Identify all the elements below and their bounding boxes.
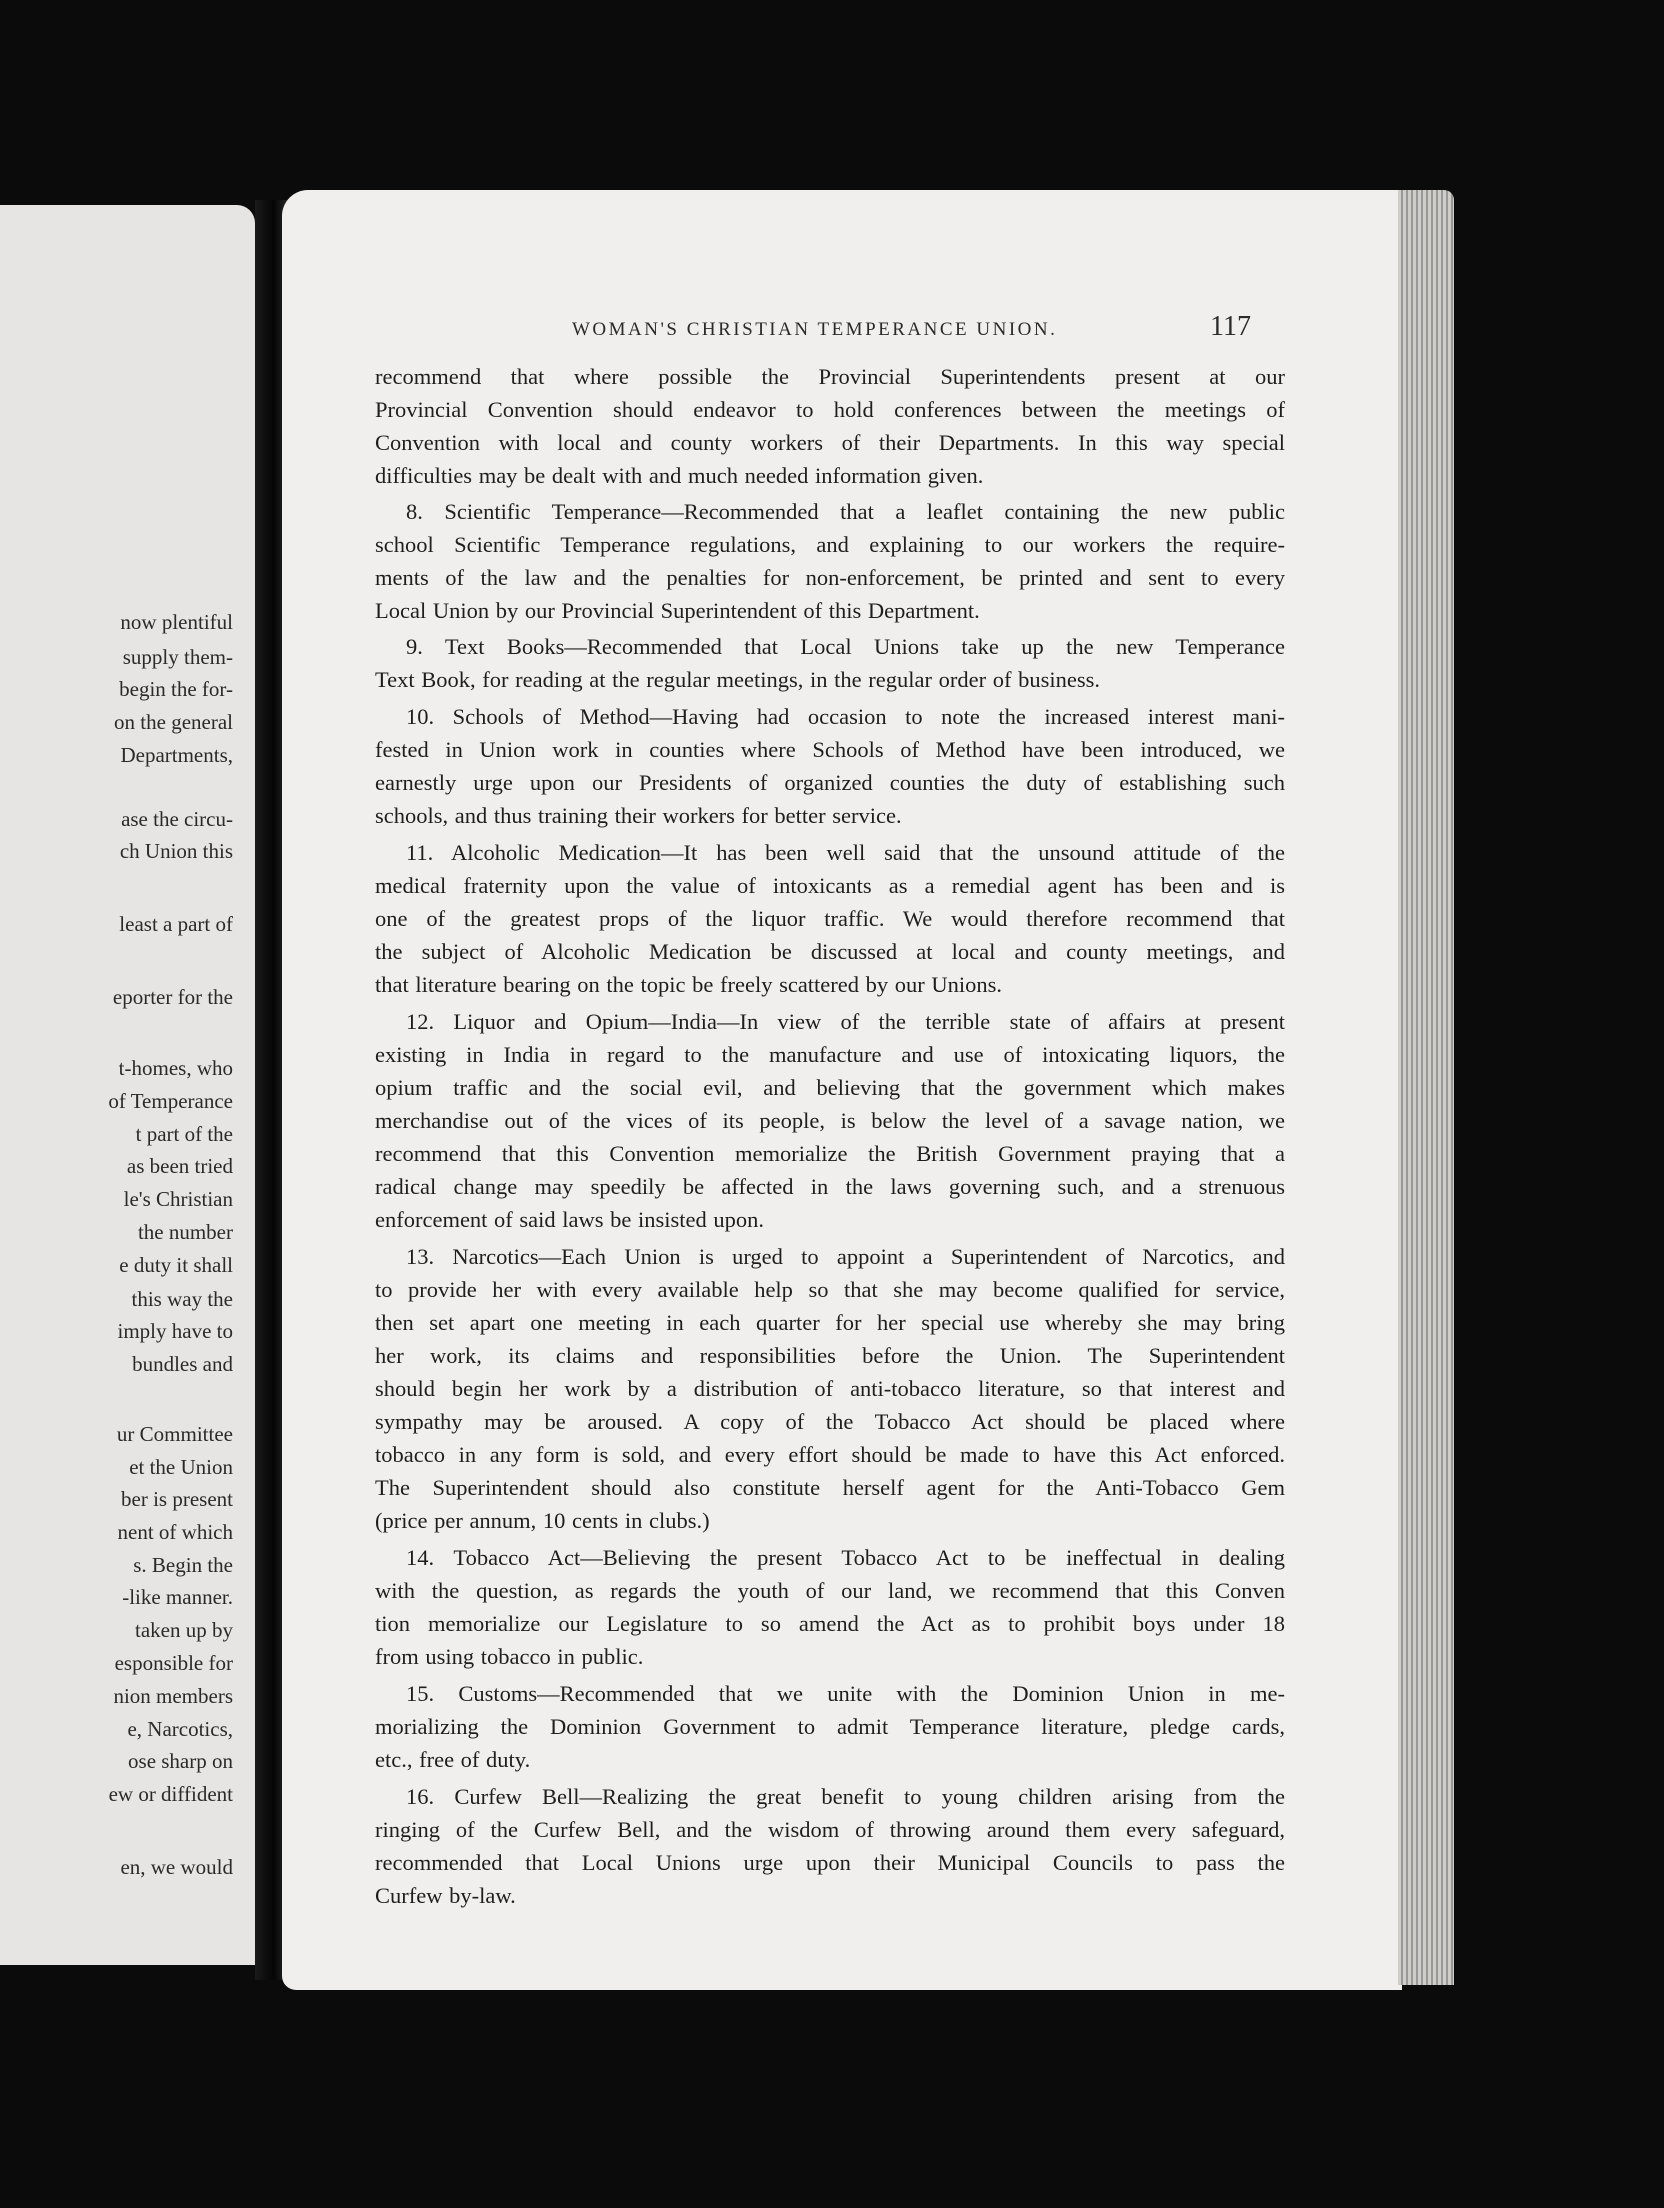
left-page-line: now plentiful	[120, 610, 233, 634]
text-line: existing in India in regard to the manufacture and use of intoxicating liquors, the	[375, 1042, 1285, 1067]
text-line: that literature bearing on the topic be freely scattered by our Unions.	[375, 972, 1003, 997]
text-line: earnestly urge upon our Presidents of organized counties the duty of establishing such	[375, 770, 1285, 795]
text-line: difficulties may be dealt with and much needed information given.	[375, 463, 984, 488]
text-line: Local Union by our Provincial Superintendent of this Department.	[375, 598, 980, 623]
text-line: one of the greatest props of the liquor traffic. We would therefore recommend that	[375, 906, 1285, 931]
page-117	[282, 190, 1402, 1990]
section-9-heading-line: 9. Text Books—Recommended that Local Unions take up the new Temperance	[406, 634, 1285, 659]
text-line: the subject of Alcoholic Medication be discussed at local and county meetings, and	[375, 939, 1285, 964]
left-page-line: least a part of	[119, 912, 233, 936]
text-line: etc., free of duty.	[375, 1747, 531, 1772]
text-line: tobacco in any form is sold, and every effort should be made to have this Act enforced.	[375, 1442, 1285, 1467]
left-page-line: et the Union	[129, 1455, 233, 1479]
left-page-line: imply have to	[117, 1319, 233, 1343]
left-page-line: on the general	[114, 710, 233, 734]
left-page-line: ber is present	[121, 1487, 233, 1511]
left-page-line: s. Begin the	[133, 1553, 233, 1577]
text-line: school Scientific Temperance regulations, and explaining to our workers the require-	[375, 532, 1285, 557]
left-page-line: e duty it shall	[119, 1253, 233, 1277]
text-line: merchandise out of the vices of its people, is below the level of a savage nation, we	[375, 1108, 1285, 1133]
text-line: The Superintendent should also constitute herself agent for the Anti-Tobacco Gem	[375, 1475, 1285, 1500]
section-13-heading-line: 13. Narcotics—Each Union is urged to appoint a Superintendent of Narcotics, and	[406, 1244, 1285, 1269]
left-page-line: ew or diffident	[108, 1782, 233, 1806]
section-15-heading-line: 15. Customs—Recommended that we unite with the Dominion Union in me-	[406, 1681, 1285, 1706]
section-16-heading-line: 16. Curfew Bell—Realizing the great benefit to young children arising from the	[406, 1784, 1285, 1809]
page-edges	[1398, 190, 1454, 1985]
text-line: opium traffic and the social evil, and believing that the government which makes	[375, 1075, 1285, 1100]
left-page-line: taken up by	[135, 1618, 233, 1642]
left-page-line: ch Union this	[119, 839, 233, 863]
left-page-line: as been tried	[126, 1154, 233, 1178]
text-line: tion memorialize our Legislature to so amend the Act as to prohibit boys under 18	[375, 1611, 1285, 1636]
text-line: (price per annum, 10 cents in clubs.)	[375, 1508, 710, 1533]
text-line: her work, its claims and responsibilities before the Union. The Superintendent	[375, 1343, 1285, 1368]
section-11-heading-line: 11. Alcoholic Medication—It has been well said that the unsound attitude of the	[406, 840, 1285, 865]
left-page-line: eporter for the	[112, 985, 233, 1009]
text-line: medical fraternity upon the value of intoxicants as a remedial agent has been and is	[375, 873, 1285, 898]
left-page-fragment	[0, 205, 255, 1965]
left-page-line: esponsible for	[114, 1651, 233, 1675]
text-line: Convention with local and county workers of their Departments. In this way special	[375, 430, 1285, 455]
left-page-line: -like manner.	[122, 1585, 233, 1609]
text-line: Text Book, for reading at the regular meetings, in the regular order of business.	[375, 667, 1100, 692]
text-line: fested in Union work in counties where Schools of Method have been introduced, we	[375, 737, 1285, 762]
text-line: Curfew by-law.	[375, 1883, 516, 1908]
text-line: radical change may speedily be affected in the laws governing such, and a strenuous	[375, 1174, 1285, 1199]
left-page-line: this way the	[131, 1287, 233, 1311]
left-page-line: ase the circu-	[121, 807, 233, 831]
text-line: recommended that Local Unions urge upon their Municipal Councils to pass the	[375, 1850, 1285, 1875]
section-12-heading-line: 12. Liquor and Opium—India—In view of the terrible state of affairs at present	[406, 1009, 1285, 1034]
left-page-line: le's Christian	[123, 1187, 233, 1211]
text-line: to provide her with every available help so that she may become qualified for service,	[375, 1277, 1285, 1302]
left-page-line: ose sharp on	[128, 1749, 233, 1773]
left-page-line: nion members	[113, 1684, 233, 1708]
text-line: from using tobacco in public.	[375, 1644, 644, 1669]
text-line: schools, and thus training their workers for better service.	[375, 803, 902, 828]
left-page-line: the number	[137, 1220, 233, 1244]
text-line: enforcement of said laws be insisted upon.	[375, 1207, 765, 1232]
left-page-line: t part of the	[135, 1122, 233, 1146]
left-page-line: supply them-	[122, 645, 233, 669]
page-number: 117	[1210, 311, 1251, 342]
running-head: WOMAN'S CHRISTIAN TEMPERANCE UNION.	[572, 319, 1058, 340]
left-page-line: t-homes, who	[118, 1056, 233, 1080]
text-line: recommend that where possible the Provincial Superintendents present at our	[375, 364, 1285, 389]
section-10-heading-line: 10. Schools of Method—Having had occasion to note the increased interest mani-	[406, 704, 1285, 729]
left-page-line: en, we would	[120, 1855, 233, 1879]
text-line: Provincial Convention should endeavor to hold conferences between the meetings of	[375, 397, 1285, 422]
text-line: ments of the law and the penalties for non-enforcement, be printed and sent to every	[375, 565, 1285, 590]
section-14-heading-line: 14. Tobacco Act—Believing the present Tobacco Act to be ineffectual in dealing	[406, 1545, 1285, 1570]
text-line: ringing of the Curfew Bell, and the wisdom of throwing around them every safeguard,	[375, 1817, 1285, 1842]
section-8-heading-line: 8. Scientific Temperance—Recommended that a leaflet containing the new public	[406, 499, 1285, 524]
text-line: sympathy may be aroused. A copy of the Tobacco Act should be placed where	[375, 1409, 1285, 1434]
text-line: recommend that this Convention memorialize the British Government praying that a	[375, 1141, 1285, 1166]
left-page-line: ur Committee	[116, 1422, 233, 1446]
left-page-line: bundles and	[132, 1352, 233, 1376]
left-page-line: nent of which	[117, 1520, 233, 1544]
left-page-line: begin the for-	[119, 677, 233, 701]
text-line: should begin her work by a distribution of anti-tobacco literature, so that interest and	[375, 1376, 1285, 1401]
text-line: with the question, as regards the youth of our land, we recommend that this Conven	[375, 1578, 1285, 1603]
left-page-line: e, Narcotics,	[127, 1717, 233, 1741]
text-line: morializing the Dominion Government to admit Temperance literature, pledge cards,	[375, 1714, 1285, 1739]
text-line: then set apart one meeting in each quarter for her special use whereby she may bring	[375, 1310, 1285, 1335]
left-page-line: of Temperance	[108, 1089, 233, 1113]
left-page-line: Departments,	[120, 743, 233, 767]
